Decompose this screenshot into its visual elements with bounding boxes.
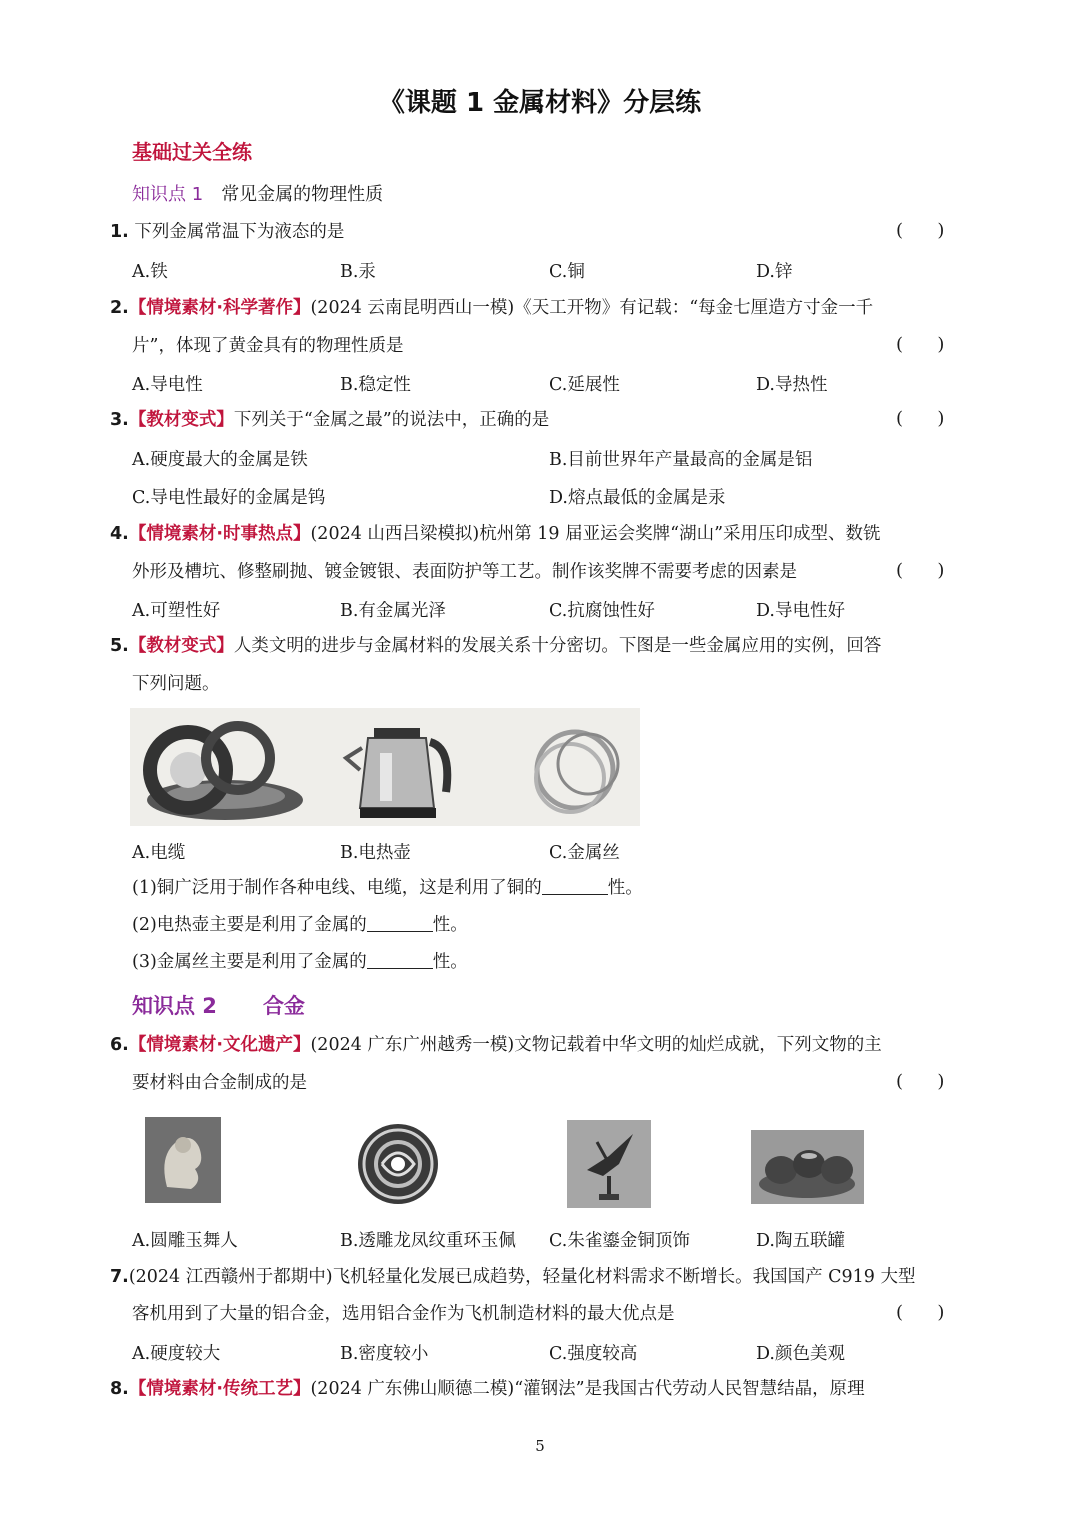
option: A.可塑性好 [132,601,221,621]
question-number: 2. [110,298,129,318]
answer-paren: ( ) [896,1302,945,1323]
option: B.透雕龙凤纹重环玉佩 [340,1231,516,1251]
option: C.强度较高 [549,1344,638,1364]
question-3 [110,408,549,432]
sub-question-3 [132,950,468,974]
metal-applications-image [130,708,640,826]
question-text: (2024 云南昆明西山一模)《天工开物》有记载：“每金七厘造方寸金一千 [310,298,874,318]
option: A.硬度最大的金属是铁 [132,450,308,470]
sub-question-2 [132,913,468,937]
question-text-continued: 客机用到了大量的铝合金，选用铝合金作为飞机制造材料的最大优点是 [132,1304,675,1324]
question-tag: 【情境素材·时事热点】 [128,524,311,544]
sub-question-text: (3)金属丝主要是利用了金属的 [132,952,367,972]
question-text: 下列关于“金属之最”的说法中，正确的是 [233,410,550,430]
kp2-label: 知识点 2 [132,994,217,1018]
question-number: 6. [110,1035,129,1055]
sub-question-text: (2)电热壶主要是利用了金属的 [132,915,367,935]
knowledge-point-1 [132,180,383,206]
question-tag: 【情境素材·传统工艺】 [128,1379,311,1399]
question-text-continued: 片”，体现了黄金具有的物理性质是 [132,336,404,356]
question-text: (2024 江西赣州于都期中)飞机轻量化发展已成趋势，轻量化材料需求不断增长。我国国产 C919 大型 [128,1267,916,1287]
page-number: 5 [535,1437,545,1455]
question-number: 7. [110,1267,129,1287]
answer-paren: ( ) [896,334,945,355]
jade-pendant-illustration [356,1122,440,1206]
answer-blank[interactable] [367,913,433,932]
answer-paren: ( ) [896,408,945,429]
question-text: (2024 广东广州越秀一模)文物记载着中华文明的灿烂成就，下列文物的主 [310,1035,882,1055]
option: D.锌 [756,262,793,282]
sub-question-text: (1)铜广泛用于制作各种电线、电缆，这是利用了铜的 [132,878,542,898]
question-number: 4. [110,524,129,544]
question-text: (2024 山西吕梁模拟)杭州第 19 届亚运会奖牌“湖山”采用压印成型、数铣 [310,524,881,544]
option: D.颜色美观 [756,1344,845,1364]
option: A.导电性 [132,375,203,395]
question-tag: 【教材变式】 [128,636,234,656]
question-text: (2024 广东佛山顺德二模)“灌钢法”是我国古代劳动人民智慧结晶，原理 [310,1379,865,1399]
jade-dancer-illustration [145,1117,221,1203]
answer-paren: ( ) [896,560,945,581]
image-caption: B.电热壶 [340,843,411,863]
question-tag: 【情境素材·文化遗产】 [128,1035,311,1055]
option: B.密度较小 [340,1344,429,1364]
bronze-bird-illustration [567,1120,651,1208]
option: D.导电性好 [756,601,845,621]
question-text-continued: 下列问题。 [132,674,220,694]
bronze-bird-image [567,1120,651,1208]
image-caption: A.电缆 [132,843,186,863]
question-number: 3. [110,410,129,430]
question-7 [110,1265,916,1289]
option: B.目前世界年产量最高的金属是铝 [549,450,813,470]
jade-dancer-image [145,1117,221,1203]
answer-paren: ( ) [896,220,945,241]
question-text: 下列金属常温下为液态的是 [134,222,345,242]
option: C.朱雀鎏金铜顶饰 [549,1231,690,1251]
image-caption: C.金属丝 [549,843,620,863]
question-2 [110,296,873,320]
option: A.铁 [132,262,168,282]
option: C.铜 [549,262,585,282]
metal-applications-illustration [130,708,640,826]
sub-question-suffix: 性。 [432,952,468,972]
option: D.熔点最低的金属是汞 [549,488,726,508]
question-number: 5. [110,636,129,656]
answer-paren: ( ) [896,1071,945,1092]
option: C.抗腐蚀性好 [549,601,655,621]
sub-question-suffix: 性。 [432,915,468,935]
question-1 [110,220,344,244]
question-text-continued: 要材料由合金制成的是 [132,1073,307,1093]
metal-wire-image [536,732,618,812]
kp1-title: 常见金属的物理性质 [221,184,384,205]
question-4 [110,522,881,546]
option: C.导电性最好的金属是钨 [132,488,326,508]
electric-kettle-image [346,728,447,818]
pottery-jar-image [751,1130,864,1204]
question-tag: 【教材变式】 [128,410,234,430]
answer-blank[interactable] [367,950,433,969]
option: B.有金属光泽 [340,601,446,621]
kp2-title: 合金 [262,994,305,1018]
option: B.汞 [340,262,376,282]
option: D.陶五联罐 [756,1231,845,1251]
option: A.圆雕玉舞人 [132,1231,238,1251]
question-number: 1. [110,222,129,242]
option: D.导热性 [756,375,828,395]
question-5 [110,634,881,658]
sub-question-suffix: 性。 [607,878,643,898]
page-title: 《课题 1 金属材料》分层练 [378,88,702,118]
question-8 [110,1377,865,1401]
question-text-continued: 外形及槽坑、修整刷抛、镀金镀银、表面防护等工艺。制作该奖牌不需要考虑的因素是 [132,562,797,582]
cable-coil-image [147,726,303,820]
question-6 [110,1033,882,1057]
sub-question-1 [132,876,643,900]
answer-blank[interactable] [542,876,608,895]
question-number: 8. [110,1379,129,1399]
question-tag: 【情境素材·科学著作】 [128,298,311,318]
jade-pendant-image [356,1122,440,1206]
question-text: 人类文明的进步与金属材料的发展关系十分密切。下图是一些金属应用的实例，回答 [233,636,882,656]
knowledge-point-2 [132,990,305,1020]
option: B.稳定性 [340,375,411,395]
pottery-jar-illustration [751,1130,864,1204]
option: C.延展性 [549,375,620,395]
kp1-label: 知识点 1 [132,184,204,205]
section-heading: 基础过关全练 [132,140,252,164]
option: A.硬度较大 [132,1344,221,1364]
